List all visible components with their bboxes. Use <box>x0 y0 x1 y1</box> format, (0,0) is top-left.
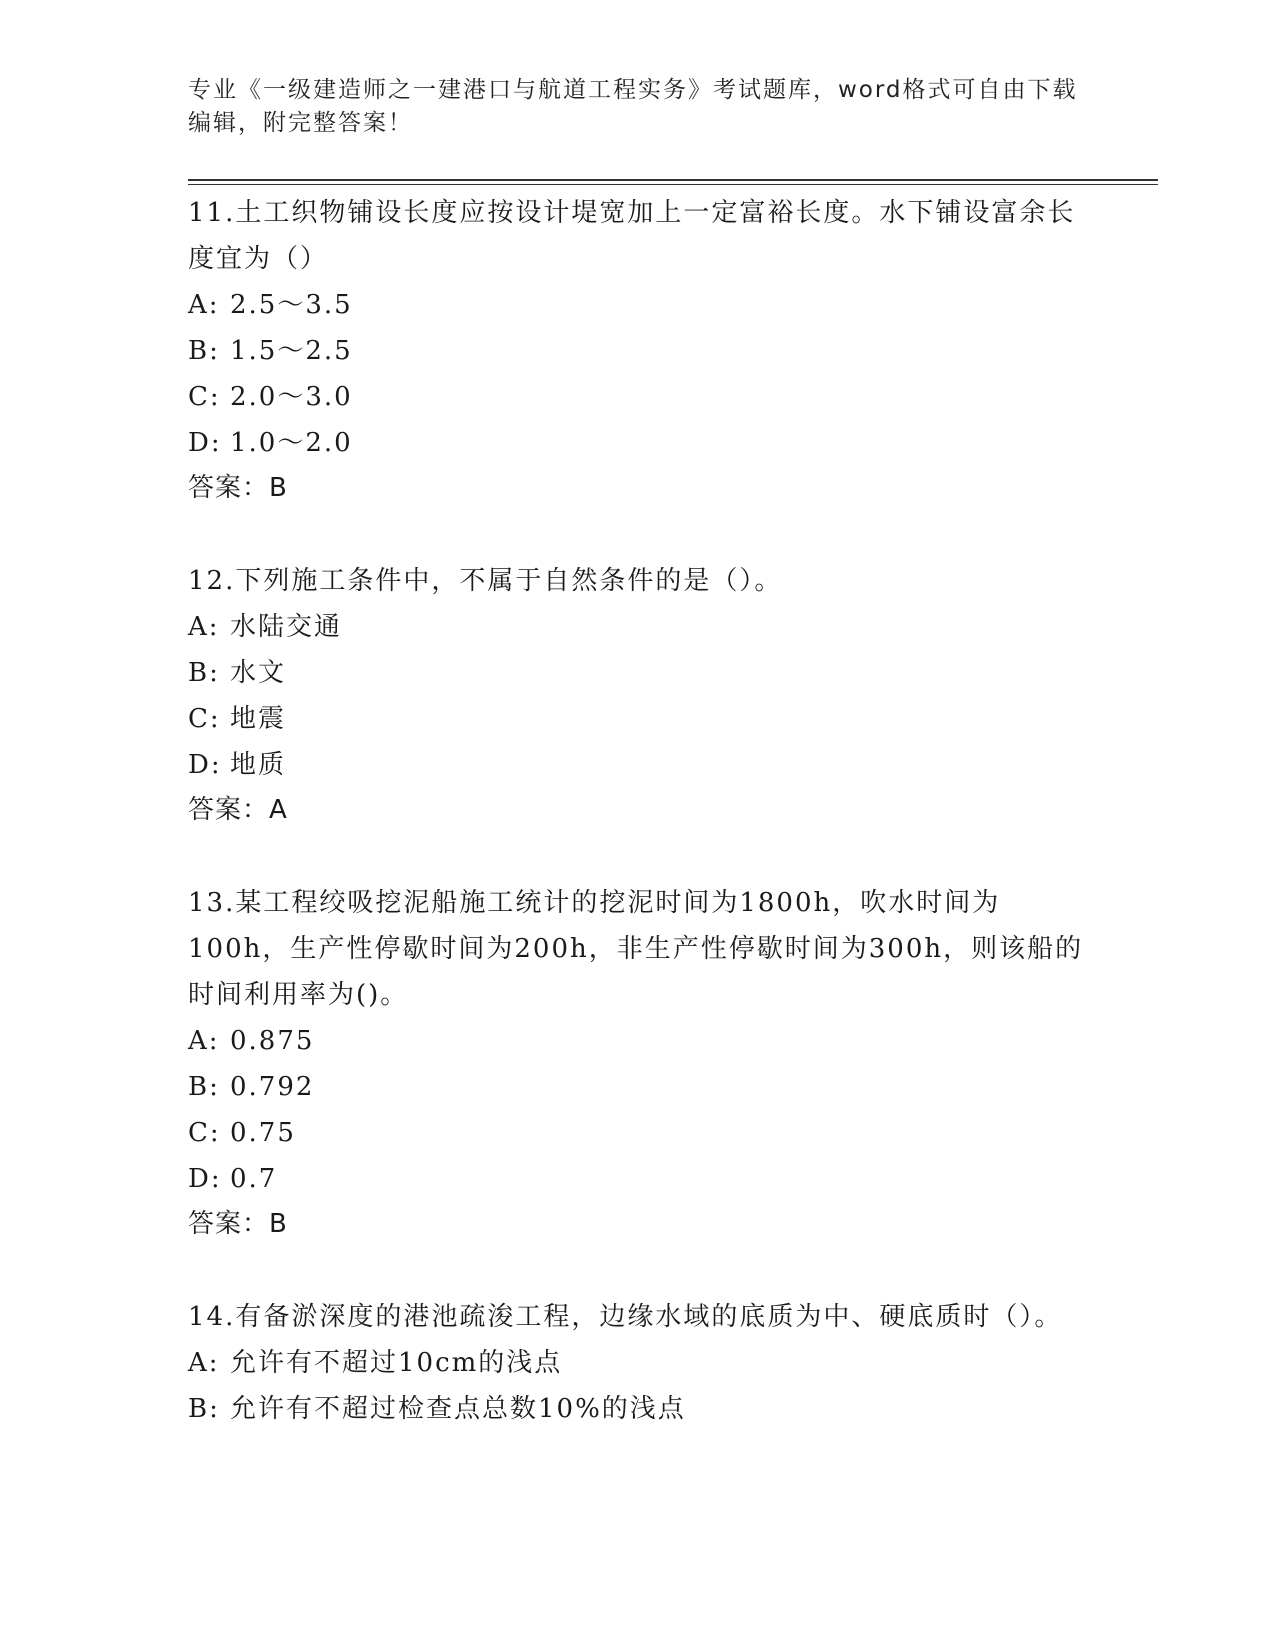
question-12 <box>188 558 1088 832</box>
option-letter: A: <box>188 612 220 642</box>
option-a <box>188 1018 1088 1064</box>
option-letter: B: <box>188 1394 220 1424</box>
document-header <box>188 74 1088 140</box>
option-a <box>188 604 1088 650</box>
option-letter: B: <box>188 1072 220 1102</box>
option-letter: B: <box>188 658 220 688</box>
option-text: 0.75 <box>230 1118 296 1148</box>
question-14 <box>188 1294 1088 1432</box>
option-text: 1.0～2.0 <box>230 428 353 458</box>
option-text: 2.5～3.5 <box>230 290 353 320</box>
option-b <box>188 650 1088 696</box>
option-text: 允许有不超过检查点总数10%的浅点 <box>230 1394 686 1424</box>
question-text: 12.下列施工条件中，不属于自然条件的是（）。 <box>188 566 783 596</box>
option-c <box>188 696 1088 742</box>
option-letter: D: <box>188 1164 222 1194</box>
header-line-1: 专业《一级建造师之一建港口与航道工程实务》考试题库，word格式可自由下载 <box>188 77 1078 103</box>
question-list <box>188 190 1088 1480</box>
option-text: 地震 <box>230 704 287 734</box>
answer-text: 答案：B <box>188 473 288 503</box>
option-d <box>188 420 1088 466</box>
option-b <box>188 328 1088 374</box>
option-a <box>188 1340 1088 1386</box>
option-a <box>188 282 1088 328</box>
answer-text: 答案：B <box>188 1209 288 1239</box>
option-b <box>188 1064 1088 1110</box>
option-letter: A: <box>188 1026 220 1056</box>
question-text: 14.有备淤深度的港池疏浚工程，边缘水域的底质为中、硬底质时（）。 <box>188 1302 1063 1332</box>
option-text: 2.0～3.0 <box>230 382 353 412</box>
option-letter: D: <box>188 750 222 780</box>
question-11 <box>188 190 1088 510</box>
option-letter: C: <box>188 1118 221 1148</box>
question-text: 11.土工织物铺设长度应按设计堤宽加上一定富裕长度。水下铺设富余长度宜为（） <box>188 198 1076 274</box>
question-13 <box>188 880 1088 1246</box>
option-letter: D: <box>188 428 222 458</box>
option-text: 水陆交通 <box>230 612 343 642</box>
answer-text: 答案：A <box>188 795 288 825</box>
option-text: 0.875 <box>230 1026 315 1056</box>
option-d <box>188 1156 1088 1202</box>
option-letter: A: <box>188 290 220 320</box>
option-letter: C: <box>188 382 221 412</box>
option-text: 允许有不超过10cm的浅点 <box>230 1348 563 1378</box>
option-d <box>188 742 1088 788</box>
option-c <box>188 374 1088 420</box>
option-text: 0.7 <box>230 1164 278 1194</box>
option-b <box>188 1386 1088 1432</box>
option-letter: C: <box>188 704 221 734</box>
option-letter: A: <box>188 1348 220 1378</box>
option-c <box>188 1110 1088 1156</box>
option-text: 1.5～2.5 <box>230 336 353 366</box>
option-text: 水文 <box>230 658 287 688</box>
header-divider <box>188 179 1158 185</box>
option-text: 0.792 <box>230 1072 315 1102</box>
header-line-2: 编辑，附完整答案！ <box>188 110 413 136</box>
option-text: 地质 <box>230 750 287 780</box>
question-text: 13.某工程绞吸挖泥船施工统计的挖泥时间为1800h，吹水时间为100h，生产性停歇时间为200h，非生产性停歇时间为300h，则该船的时间利用率为()。 <box>188 888 1084 1010</box>
option-letter: B: <box>188 336 220 366</box>
